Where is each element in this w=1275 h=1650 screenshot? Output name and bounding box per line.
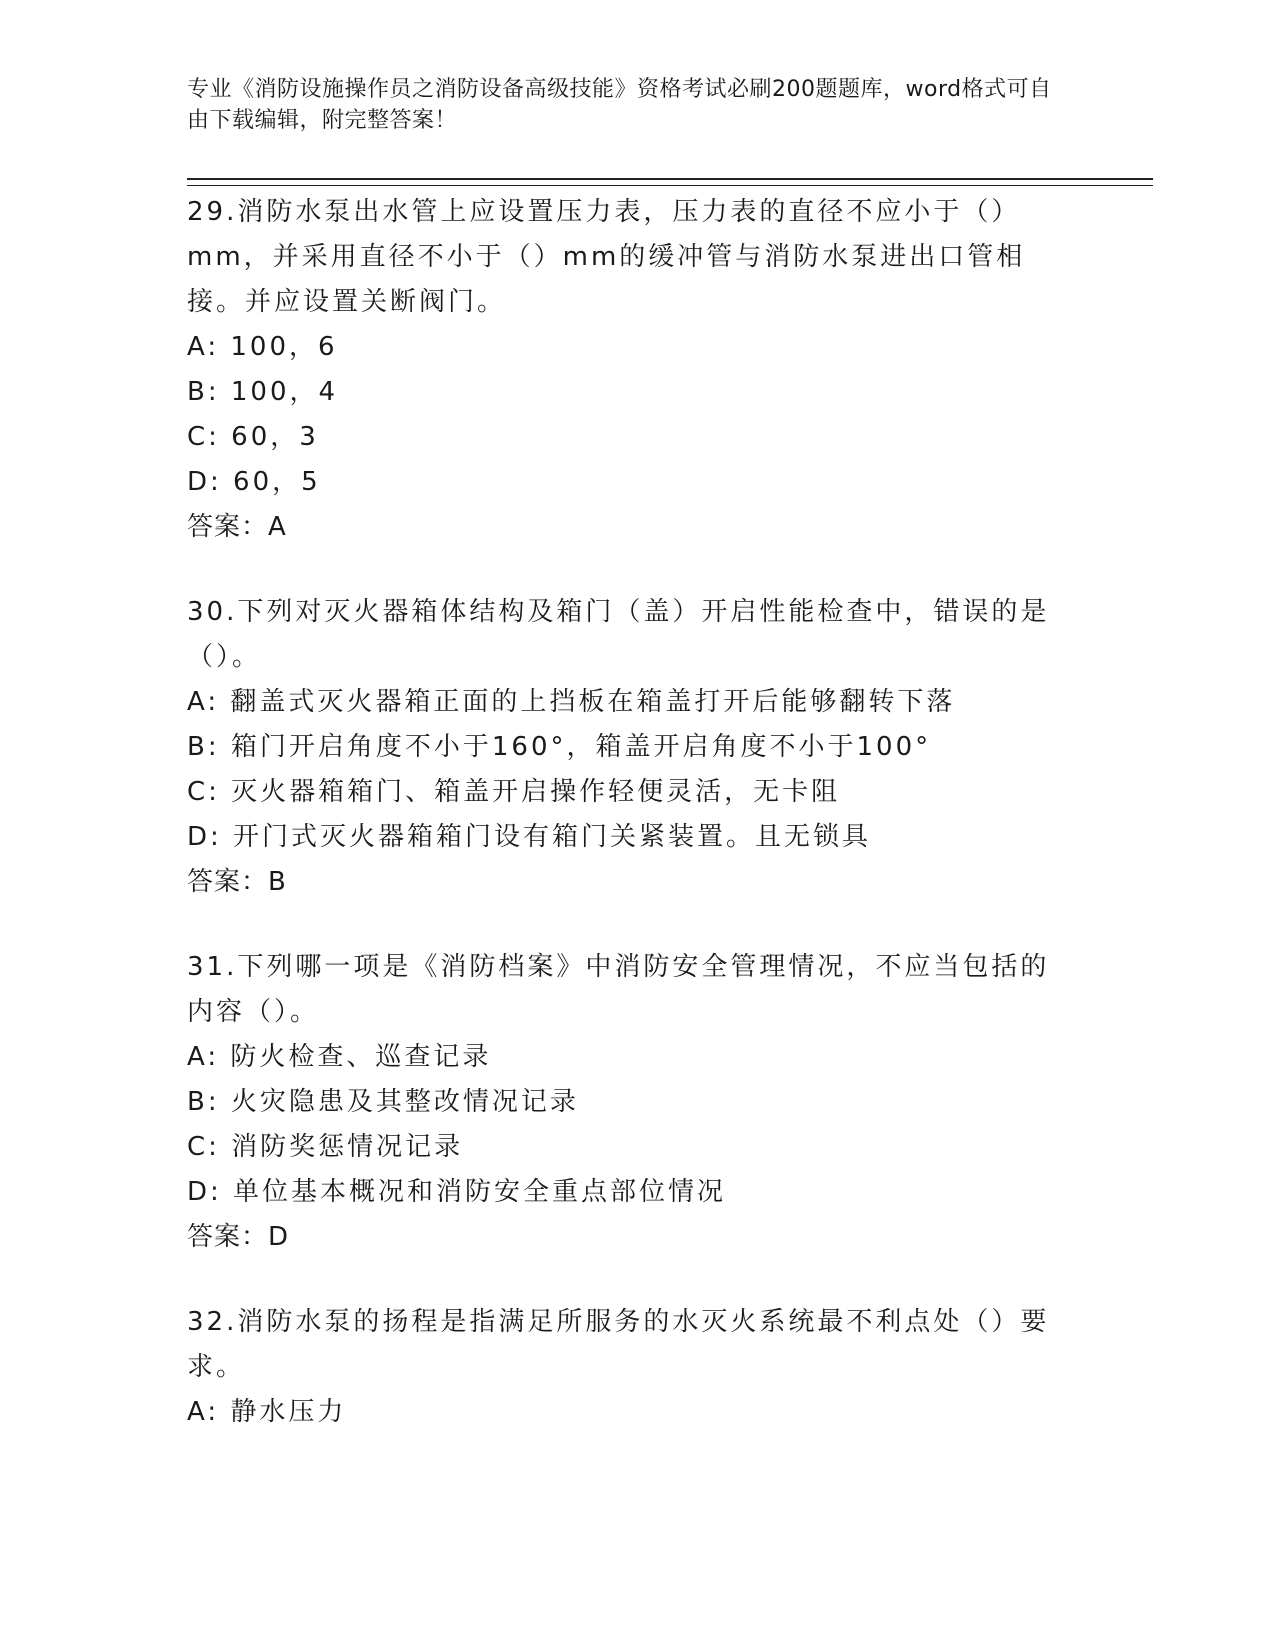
- question-stem: 32.消防水泵的扬程是指满足所服务的水灭火系统最不利点处（）要求。: [187, 1307, 1050, 1382]
- option-b: B: 100，4: [187, 377, 339, 407]
- option-a: A: 翻盖式灭火器箱正面的上挡板在箱盖打开后能够翻转下落: [187, 687, 956, 717]
- answer-line: 答案：B: [187, 867, 287, 897]
- option-b: B: 箱门开启角度不小于160°，箱盖开启角度不小于100°: [187, 732, 932, 762]
- option-c: C: 消防奖惩情况记录: [187, 1132, 464, 1162]
- option-d: D: 开门式灭火器箱箱门设有箱门关紧装置。且无锁具: [187, 822, 872, 852]
- option-a: A: 防火检查、巡查记录: [187, 1042, 492, 1072]
- option-a: A: 静水压力: [187, 1397, 347, 1427]
- option-c: C: 灭火器箱箱门、箱盖开启操作轻便灵活，无卡阻: [187, 777, 841, 807]
- question-32: [187, 1300, 1067, 1435]
- question-stem: 29.消防水泵出水管上应设置压力表，压力表的直径不应小于（）mm，并采用直径不小于（）mm的缓冲管与消防水泵进出口管相接。并应设置关断阀门。: [187, 197, 1026, 317]
- question-stem: 31.下列哪一项是《消防档案》中消防安全管理情况，不应当包括的内容（）。: [187, 952, 1050, 1027]
- option-c: C: 60，3: [187, 422, 319, 452]
- option-b: B: 火灾隐患及其整改情况记录: [187, 1087, 579, 1117]
- question-list: [187, 190, 1067, 1475]
- question-29: [187, 190, 1067, 550]
- document-header: 专业《消防设施操作员之消防设备高级技能》资格考试必刷200题题库，word格式可自由下载编辑，附完整答案！: [187, 77, 1052, 133]
- question-stem: 30.下列对灭火器箱体结构及箱门（盖）开启性能检查中，错误的是（）。: [187, 597, 1050, 672]
- question-30: [187, 590, 1067, 905]
- answer-line: 答案：D: [187, 1222, 290, 1252]
- option-a: A: 100，6: [187, 332, 338, 362]
- option-d: D: 60，5: [187, 467, 321, 497]
- option-d: D: 单位基本概况和消防安全重点部位情况: [187, 1177, 727, 1207]
- header-divider: [187, 178, 1153, 186]
- question-31: [187, 945, 1067, 1260]
- answer-line: 答案：A: [187, 512, 287, 542]
